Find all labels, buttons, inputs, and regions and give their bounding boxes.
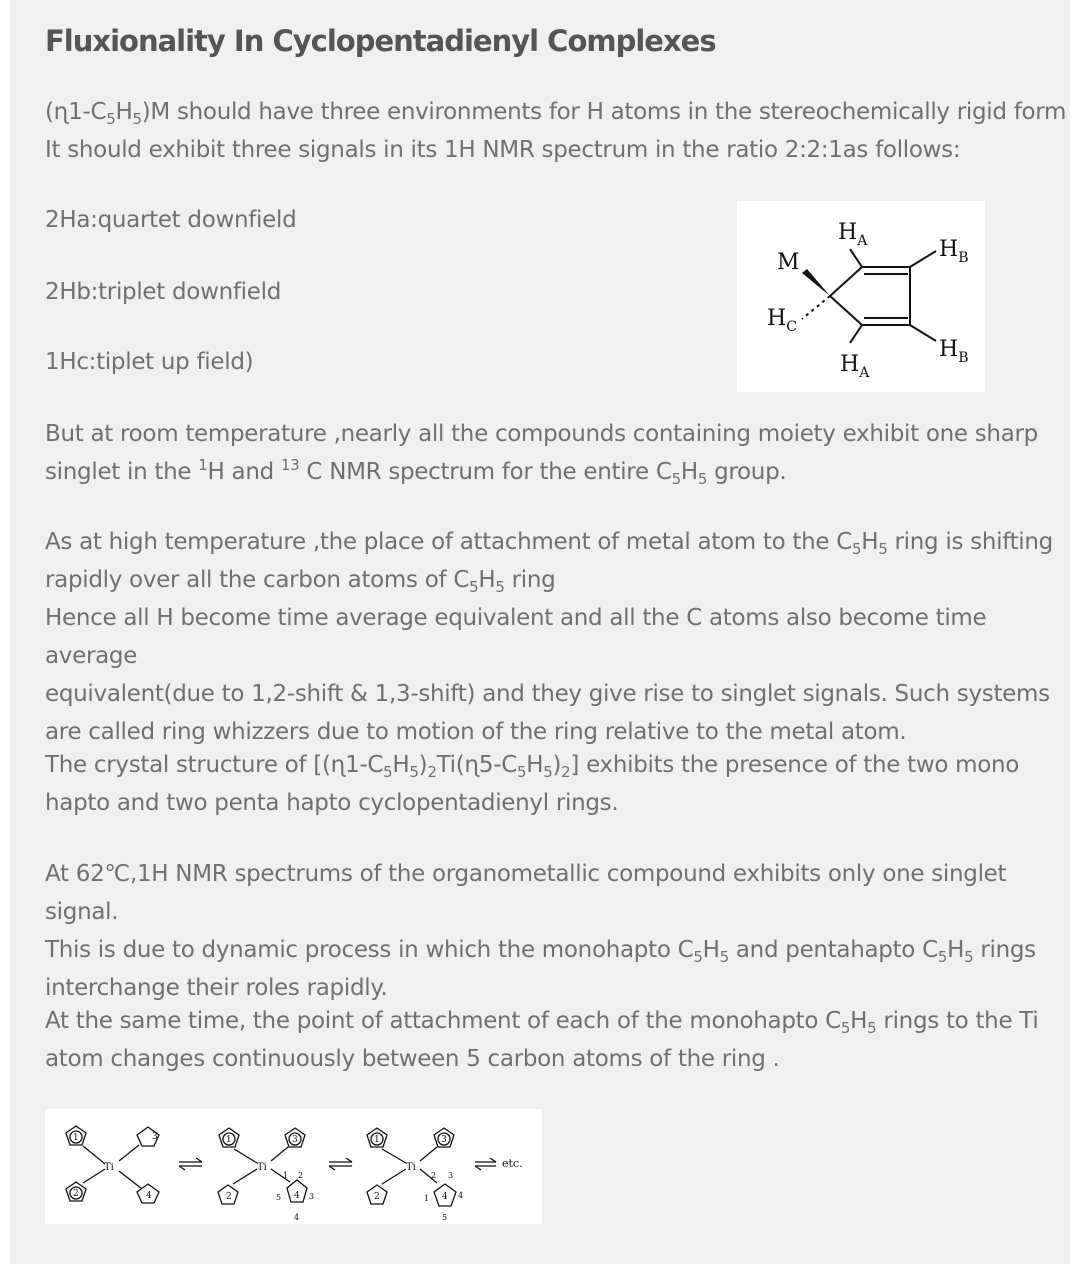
page-title: Fluxionality In Cyclopentadienyl Complexes xyxy=(45,24,716,58)
sigma-cyclopentadienyl-structure-figure xyxy=(737,201,985,392)
svg-text:2: 2 xyxy=(226,1192,232,1202)
room-temperature-paragraph: But at room temperature ,nearly all the compounds containing moiety exhibit one sharp singlet in the $^1$H and $^{13}$ C NMR spectrum for the entire $C_5H_5$ group. xyxy=(45,421,1038,488)
ti-label-3: Ti xyxy=(406,1162,416,1173)
ti-label-2: Ti xyxy=(257,1162,267,1173)
same-time-paragraph: At the same time, the point of attachment of each of the monohapto $C_5H_5$ rings to the Ti atom changes continuously between 5 carbon atoms of the ring . xyxy=(45,1008,1039,1072)
intro-line-2: It should exhibit three signals in its 1H NMR spectrum in the ratio 2:2:1as follows: xyxy=(45,137,961,163)
svg-text:2: 2 xyxy=(298,1171,304,1180)
svg-text:4: 4 xyxy=(458,1191,464,1200)
signal-b: 2Hb:triplet downfield xyxy=(45,279,281,305)
cyclopentadienyl-ring-diagram xyxy=(737,201,985,392)
svg-text:1: 1 xyxy=(226,1135,232,1145)
metal-label: M xyxy=(777,250,800,275)
signal-a: 2Ha:quartet downfield xyxy=(45,207,297,233)
nmr-62c-paragraph: At 62℃,1H NMR spectrums of the organometallic compound exhibits only one singlet signal. This is due to dynamic process in which the monohapto $C_5H_5$ and pentahapto $C_5H_5$ rings interchange their roles rapidly. xyxy=(45,861,1036,1001)
svg-text:3: 3 xyxy=(441,1135,447,1145)
high-temperature-paragraph: As at high temperature ,the place of attachment of metal atom to the $C_5H_5$ ring is shifting rapidly over all the carbon atoms of $C_5H_5$ ring Hence all H become time average equivalent and all the C atoms also become time average equivalent(due to 1,2-shift & 1,3-shift) and they give rise to singlet signals. Such systems are called ring whizzers due to motion of the ring relative to the metal atom. xyxy=(45,529,1053,745)
svg-text:4: 4 xyxy=(146,1191,152,1201)
svg-text:3: 3 xyxy=(292,1135,298,1145)
intro-paragraph xyxy=(45,93,1066,169)
hc-label: $H_C$ xyxy=(767,306,797,335)
svg-text:5: 5 xyxy=(276,1193,282,1202)
signal-c: 1Hc:tiplet up field) xyxy=(45,349,254,375)
svg-text:1: 1 xyxy=(424,1194,430,1203)
article-card xyxy=(10,0,1070,1264)
svg-text:1: 1 xyxy=(283,1171,289,1180)
hb-top-label: $H_B$ xyxy=(939,237,969,266)
svg-text:3: 3 xyxy=(152,1132,158,1142)
svg-text:1: 1 xyxy=(374,1135,380,1145)
svg-text:4: 4 xyxy=(294,1213,300,1222)
svg-text:4: 4 xyxy=(294,1191,300,1201)
svg-text:5: 5 xyxy=(442,1213,448,1222)
svg-text:2: 2 xyxy=(374,1192,380,1202)
svg-text:2: 2 xyxy=(431,1171,437,1180)
etc-label: etc. xyxy=(502,1157,523,1170)
svg-text:1: 1 xyxy=(73,1133,79,1143)
crystal-structure-paragraph: The crystal structure of $[(ɳ1-C_5H_5)_2Ti(ɳ5-C_5H_5)_2]$ exhibits the presence of the two mono hapto and two penta hapto cyclopentadienyl rings. xyxy=(45,752,1020,816)
svg-text:2: 2 xyxy=(73,1189,79,1199)
ring-whizzer-equilibrium-figure xyxy=(45,1109,542,1224)
ha-top-label: $H_A$ xyxy=(838,220,868,249)
svg-text:3: 3 xyxy=(309,1192,315,1201)
hb-bottom-label: $H_B$ xyxy=(939,337,969,366)
titanium-equilibrium-diagram xyxy=(45,1109,542,1224)
svg-text:4: 4 xyxy=(442,1192,448,1202)
intro-line-1: $(ɳ1-C_5H_5)M$ should have three environments for H atoms in the stereochemically rigid form xyxy=(45,99,1067,128)
ti-label-1: Ti xyxy=(104,1162,114,1173)
svg-text:3: 3 xyxy=(448,1171,454,1180)
ha-bottom-label: $H_A$ xyxy=(840,352,870,381)
